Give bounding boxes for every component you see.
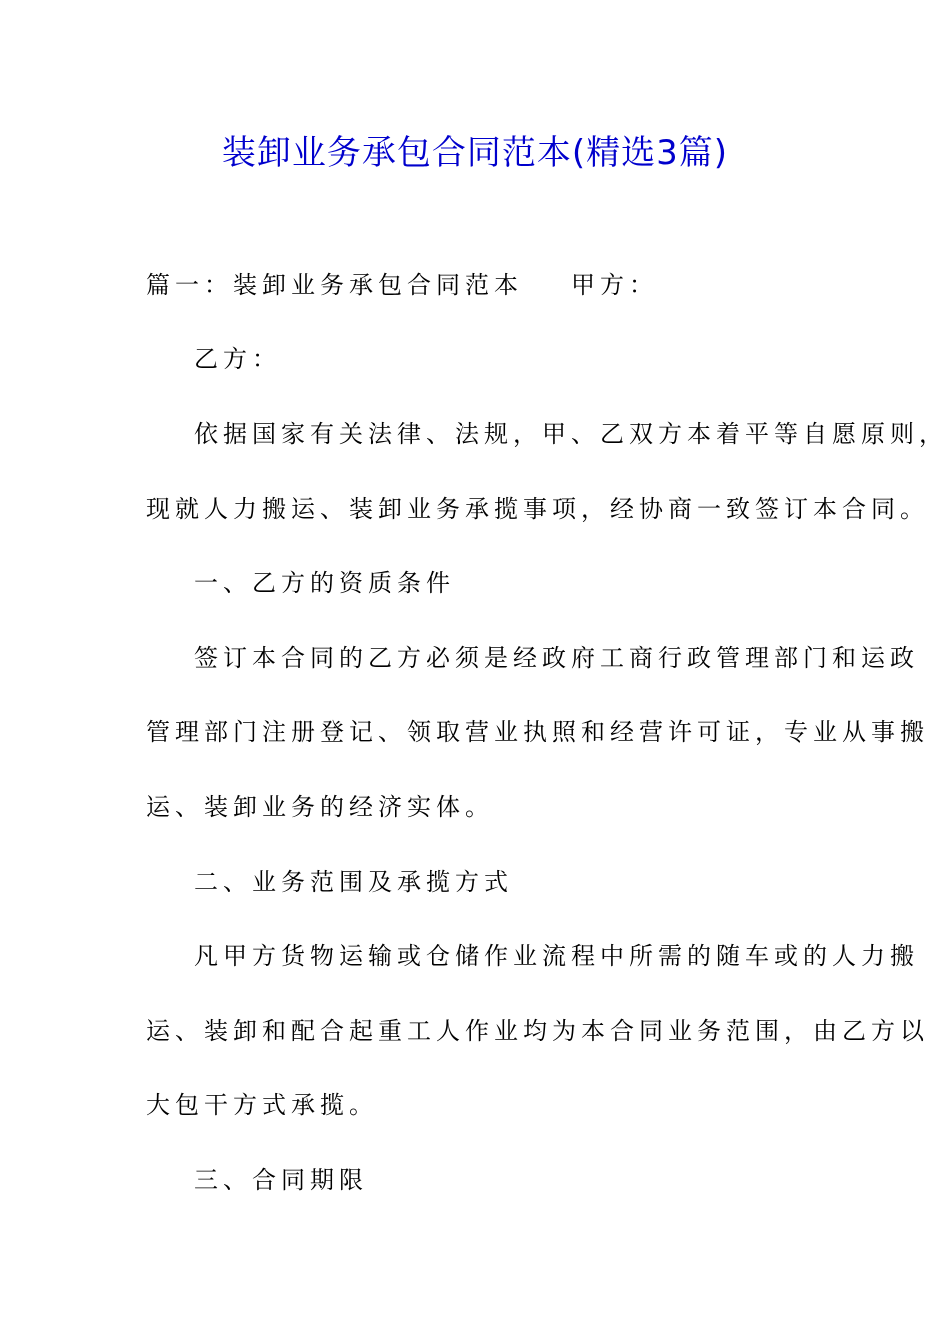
paragraph-line: 大包干方式承揽。 xyxy=(146,1091,378,1119)
paragraph-line: 运、装卸和配合起重工人作业均为本合同业务范围，由乙方以 xyxy=(146,1017,929,1045)
party-b-label: 乙方： xyxy=(194,345,281,373)
section-heading: 三、合同期限 xyxy=(194,1166,368,1194)
section-heading: 一、乙方的资质条件 xyxy=(194,569,455,597)
heading-part-one-line xyxy=(146,267,658,303)
party-a-label: 甲方： xyxy=(571,271,658,299)
paragraph-line: 依据国家有关法律、法规，甲、乙双方本着平等自愿原则， xyxy=(194,420,948,448)
paragraph-line: 凡甲方货物运输或仓储作业流程中所需的随车或的人力搬 xyxy=(194,942,919,970)
paragraph-line: 现就人力搬运、装卸业务承揽事项，经协商一致签订本合同。 xyxy=(146,495,929,523)
paragraph-line: 签订本合同的乙方必须是经政府工商行政管理部门和运政 xyxy=(194,644,919,672)
paragraph-line: 运、装卸业务的经济实体。 xyxy=(146,793,494,821)
section-heading: 二、业务范围及承揽方式 xyxy=(194,868,513,896)
document-title: 装卸业务承包合同范本(精选3篇) xyxy=(221,133,729,173)
paragraph-line: 管理部门注册登记、领取营业执照和经营许可证，专业从事搬 xyxy=(146,718,929,746)
part-one-heading: 篇一：装卸业务承包合同范本 xyxy=(146,271,523,299)
